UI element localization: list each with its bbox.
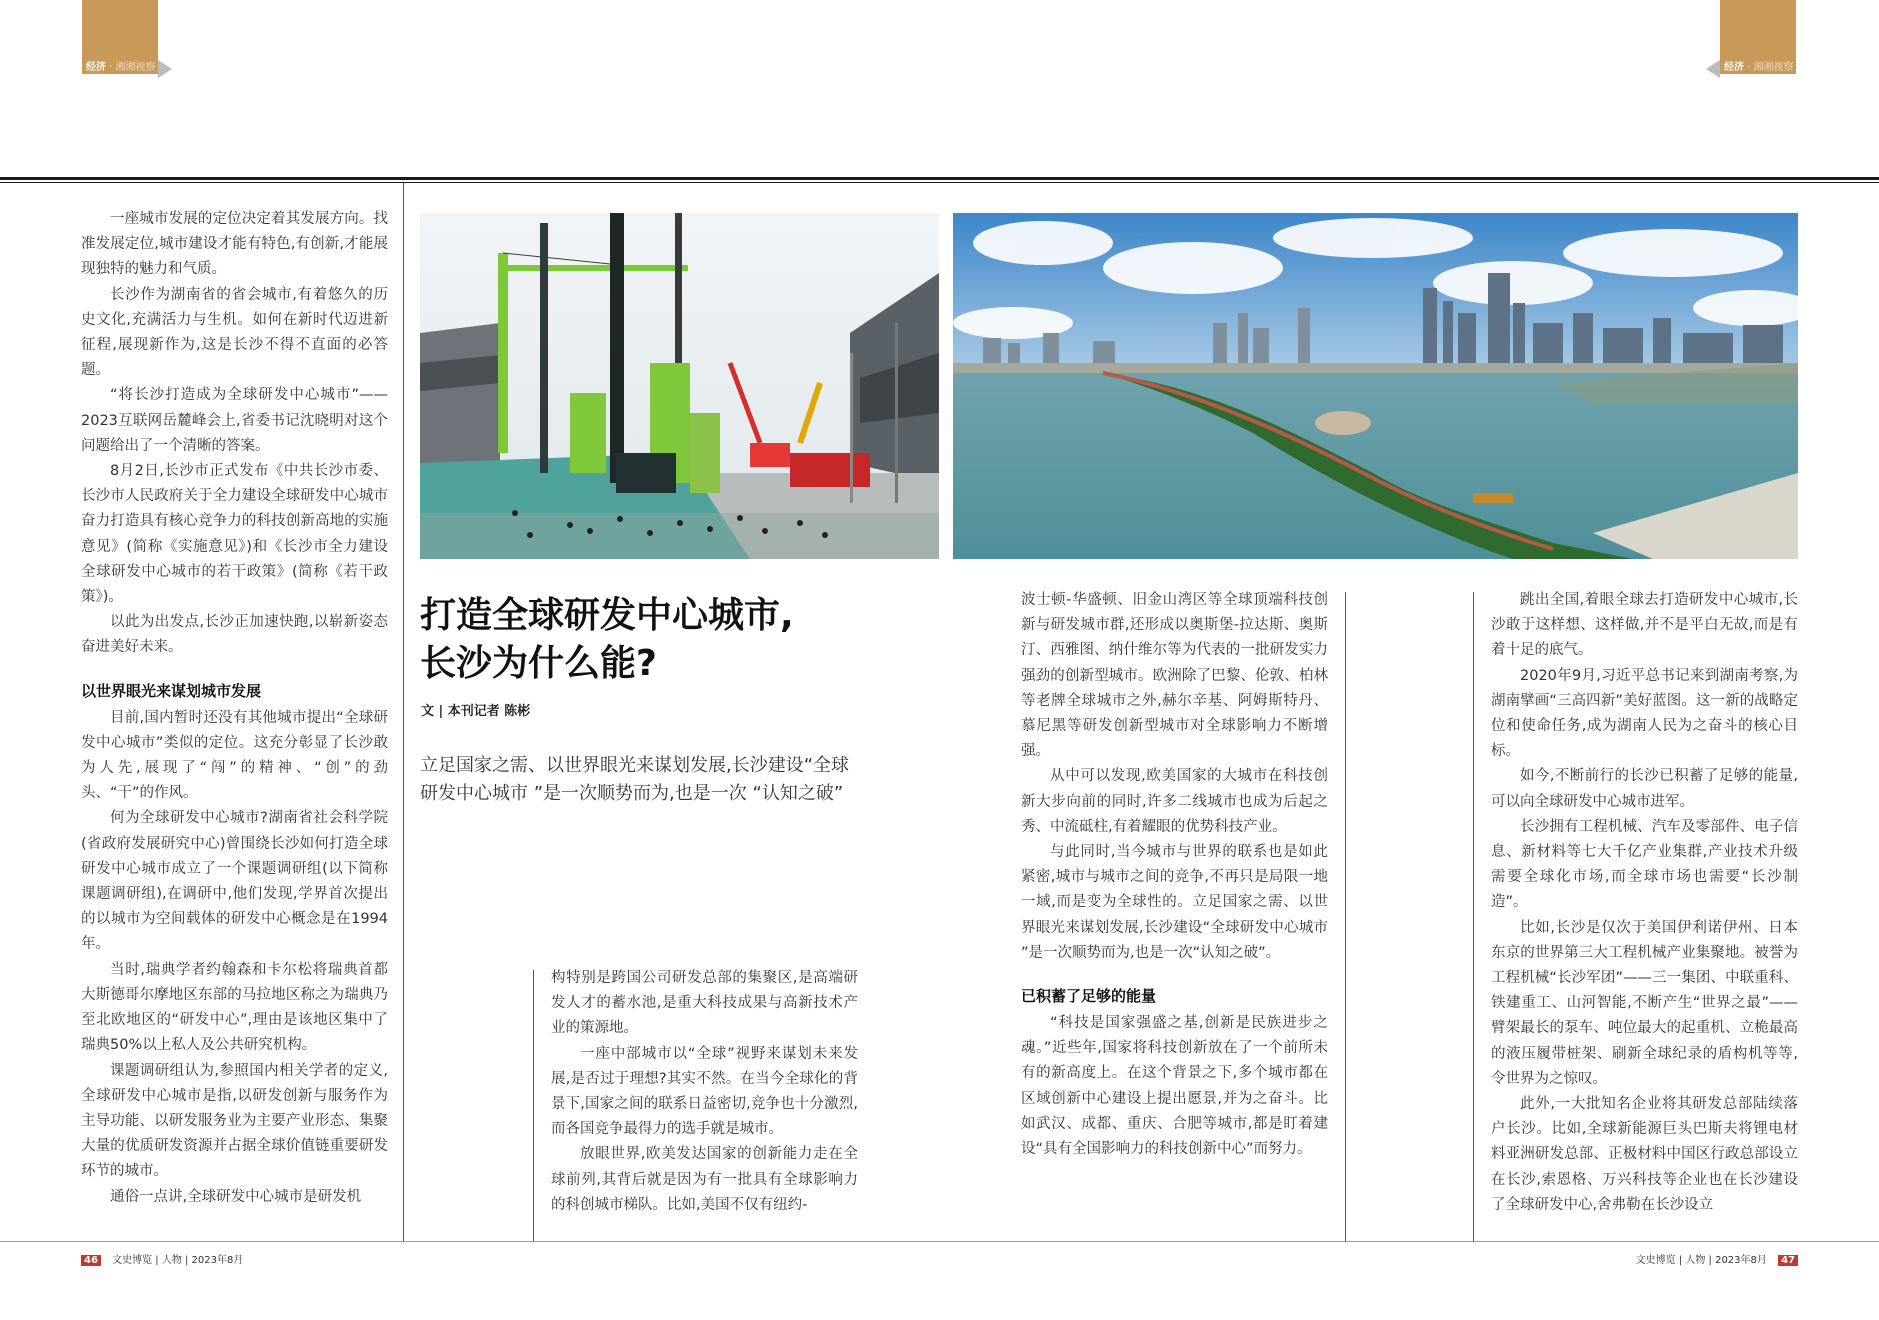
subsection-name-left: 湘湘视察 bbox=[115, 62, 156, 73]
body-column-1 bbox=[81, 207, 388, 1210]
paragraph: 何为全球研发中心城市?湖南省社会科学院(省政府发展研究中心)曾围绕长沙如何打造全球研发中心城市成立了一个课题调研组(以下简称课题调研组),在调研中,他们发现,学界首次提出的以城市为空间载体的研发中心概念是在1994年。 bbox=[81, 810, 388, 953]
subheading: 以世界眼光来谋划城市发展 bbox=[81, 681, 262, 700]
paragraph: 波士顿-华盛顿、旧金山湾区等全球顶端科技创新与研发城市群,还形成以奥斯堡-拉达斯、奥斯汀、西雅图、纳什维尔等为代表的一批研发实力强劲的创新型城市。欧洲除了巴黎、伦敦、柏林等老牌全球城市之外,赫尔辛基、阿姆斯特丹、慕尼黑等研发创新型城市对全球影响力不断增强。 bbox=[1021, 592, 1328, 760]
photo-machinery-expo bbox=[420, 213, 939, 559]
byline: 文 | 本刊记者 陈彬 bbox=[421, 704, 531, 719]
photo-changsha-skyline bbox=[953, 213, 1798, 559]
paragraph: 构特别是跨国公司研发总部的集聚区,是高端研发人才的蓄水池,是重大科技成果与高新技术产业的策源地。 bbox=[551, 970, 858, 1037]
section-name-left: 经济 bbox=[86, 62, 106, 73]
standfirst: 立足国家之需、以世界眼光来谋划发展,长沙建设“全球研发中心城市 ”是一次顺势而为,也是一次 “认知之破” bbox=[420, 755, 850, 804]
paragraph: 比如,长沙是仅次于美国伊利诺伊州、日本东京的世界第三大工程机械产业集聚地。被誉为工程机械“长沙军团”——三一集团、中联重科、铁建重工、山河智能,不断产生“世界之最”——臂架最长的泵车、吨位最大的起重机、立桅最高的液压履带桩架、刷新全球纪录的盾构机等等,令世界为之惊叹。 bbox=[1491, 919, 1798, 1087]
folio-right bbox=[1636, 1254, 1798, 1268]
column-divider-4 bbox=[1473, 592, 1474, 1241]
page-number-right: 47 bbox=[1778, 1255, 1798, 1266]
paragraph: 与此同时,当今城市与世界的联系也是如此紧密,城市与城市之间的竞争,不再只是局限一地一域,而是变为全球性的。立足国家之需、以世界眼光来谋划发展,长沙建设“全球研发中心城市 ”是一次顺势而为,也是一次“认知之破”。 bbox=[1021, 844, 1328, 961]
paragraph: 长沙拥有工程机械、汽车及零部件、电子信息、新材料等七大千亿产业集群,产业技术升级需要全球化市场,而全球市场也需要“长沙制造”。 bbox=[1491, 818, 1798, 911]
tab-notch-right bbox=[1706, 60, 1720, 78]
folio-left bbox=[81, 1254, 243, 1268]
footer-rule bbox=[0, 1241, 1879, 1242]
section-label-right: 经济 · 湘湘视察 bbox=[1724, 62, 1794, 73]
paragraph: 放眼世界,欧美发达国家的创新能力走在全球前列,其背后就是因为有一批具有全球影响力的科创城市梯队。比如,美国不仅有纽约- bbox=[551, 1146, 858, 1213]
column-divider-3 bbox=[1345, 592, 1346, 1241]
paragraph: 通俗一点讲,全球研发中心城市是研发机 bbox=[110, 1188, 362, 1205]
section-name-right: 经济 bbox=[1724, 62, 1744, 73]
body-column-4 bbox=[1491, 588, 1798, 1218]
paragraph: 目前,国内暂时还没有其他城市提出“全球研发中心城市”类似的定位。这充分彰显了长沙敢为人先,展现了“闯”的精神、“创”的劲头、“干”的作风。 bbox=[81, 709, 388, 802]
folio-text-right: 文史博览 | 人物 | 2023年8月 bbox=[1635, 1255, 1767, 1266]
page-number-left: 46 bbox=[81, 1255, 101, 1266]
paragraph: 长沙作为湖南省的省会城市,有着悠久的历史文化,充满活力与生机。如何在新时代迈进新征程,展现新作为,这是长沙不得不直面的必答题。 bbox=[81, 286, 388, 379]
headline-line-2: 长沙为什么能? bbox=[420, 643, 657, 684]
paragraph: 8月2日,长沙市正式发布《中共长沙市委、长沙市人民政府关于全力建设全球研发中心城市 奋力打造具有核心竞争力的科技创新高地的实施意见》(简称《实施意见》)和《长沙市全力建设全球研发中心城市的若干政策》(简称《若干政策》)。 bbox=[81, 463, 388, 606]
tab-notch-left bbox=[158, 60, 172, 78]
header-rule-thin bbox=[0, 182, 1879, 183]
paragraph: 跳出全国,着眼全球去打造研发中心城市,长沙敢于这样想、这样做,并不是平白无故,而是有着十足的底气。 bbox=[1491, 592, 1798, 659]
column-divider-1 bbox=[403, 183, 404, 1241]
article-headline bbox=[420, 592, 860, 688]
section-label-left: 经济 · 湘湘视察 bbox=[86, 62, 156, 73]
folio-text-left: 文史博览 | 人物 | 2023年8月 bbox=[112, 1255, 244, 1266]
column-divider-2 bbox=[533, 970, 534, 1241]
paragraph: 一座城市发展的定位决定着其发展方向。找准发展定位,城市建设才能有特色,有创新,才能展现独特的魅力和气质。 bbox=[81, 211, 388, 278]
paragraph: 课题调研组认为,参照国内相关学者的定义,全球研发中心城市是指,以研发创新与服务作为主导功能、以研发服务业为主要产业形态、集聚大量的优质研发资源并占据全球价值链重要研发环节的城市。 bbox=[81, 1062, 388, 1180]
subsection-name-right: 湘湘视察 bbox=[1753, 62, 1794, 73]
paragraph: 从中可以发现,欧美国家的大城市在科技创新大步向前的同时,许多二线城市也成为后起之秀、中流砥柱,有着耀眼的优势科技产业。 bbox=[1021, 768, 1328, 835]
subheading: 已积蓄了足够的能量 bbox=[1021, 987, 1157, 1006]
paragraph: 当时,瑞典学者约翰森和卡尔松将瑞典首都大斯德哥尔摩地区东部的马拉地区称之为瑞典乃至北欧地区的“研发中心”,理由是该地区集中了瑞典50%以上私人及公共研究机构。 bbox=[81, 961, 388, 1054]
headline-line-1: 打造全球研发中心城市, bbox=[420, 595, 794, 636]
paragraph: “将长沙打造成为全球研发中心城市”——2023互联网岳麓峰会上,省委书记沈晓明对这个问题给出了一个清晰的答案。 bbox=[81, 387, 388, 454]
body-column-3 bbox=[1021, 588, 1328, 1162]
paragraph: 如今,不断前行的长沙已积蓄了足够的能量,可以向全球研发中心城市进军。 bbox=[1491, 768, 1798, 810]
header-rule-thick bbox=[0, 177, 1879, 180]
body-column-2 bbox=[551, 966, 858, 1218]
paragraph: 此外,一大批知名企业将其研发总部陆续落户长沙。比如,全球新能源巨头巴斯夫将锂电材料亚洲研发总部、正极材料中国区行政总部设立在长沙,索恩格、万兴科技等企业也在长沙建设了全球研发中心,舍弗勒在长沙设立 bbox=[1491, 1096, 1798, 1213]
paragraph: 一座中部城市以“全球”视野来谋划未来发展,是否过于理想?其实不然。在当今全球化的背景下,国家之间的联系日益密切,竞争也十分激烈,而各国竞争最得力的选手就是城市。 bbox=[551, 1045, 858, 1138]
paragraph: 2020年9月,习近平总书记来到湖南考察,为湖南擘画“三高四新”美好蓝图。这一新的战略定位和使命任务,成为湖南人民为之奋斗的核心目标。 bbox=[1491, 667, 1798, 760]
paragraph: 以此为出发点,长沙正加速快跑,以崭新姿态奋进美好未来。 bbox=[81, 614, 388, 656]
paragraph: “科技是国家强盛之基,创新是民族进步之魂。”近些年,国家将科技创新放在了一个前所未有的新高度上。在这个背景之下,多个城市都在区域创新中心建设上提出愿景,并为之奋斗。比如武汉、成都、重庆、合肥等城市,都是盯着建设“具有全国影响力的科技创新中心”而努力。 bbox=[1021, 1015, 1328, 1158]
